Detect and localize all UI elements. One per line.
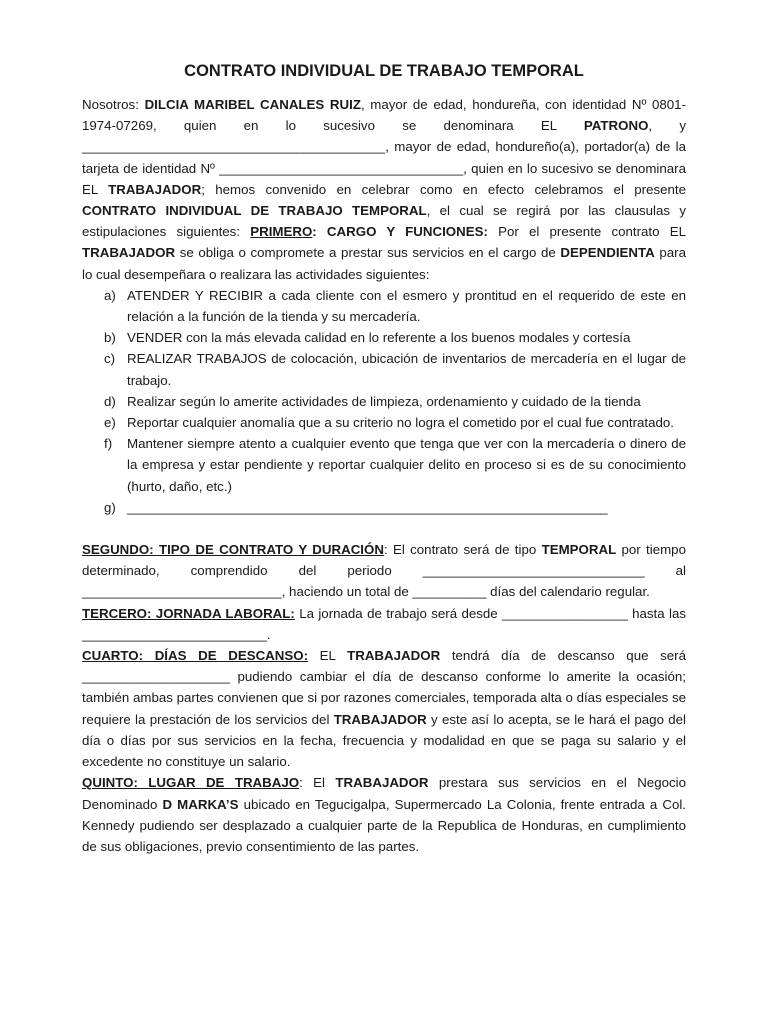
clause-text: : El	[299, 775, 336, 791]
list-item	[82, 348, 686, 390]
intro-text: , mayor de edad, hondureña, con identidad Nº 0801-1974-07269, quien en lo sucesivo se denominara EL	[82, 97, 686, 134]
worker-role: TRABAJADOR	[108, 181, 202, 197]
business-name: D MARKA’S	[162, 796, 239, 812]
clause-text: La jornada de trabajo será desde _________________ hasta las _________________________.	[82, 605, 686, 642]
employer-name: DILCIA MARIBEL CANALES RUIZ	[144, 97, 361, 112]
clause-text: EL	[308, 648, 348, 664]
spacer	[82, 518, 686, 539]
list-item	[82, 412, 686, 433]
clause-text: tendrá día de descanso que será ____________________ pudiendo cambiar el día de descanso conforme lo amerite la ocasión; también ambas partes convienen que si por razones comerciales, temporada alta o días especiales se requiere la prestación de los servicios del	[82, 648, 686, 727]
intro-text: Nosotros:	[82, 97, 145, 112]
list-item-text: ATENDER Y RECIBIR a cada cliente con el esmero y prontitud en el requerido de este en relación a la función de la tienda y su mercadería.	[127, 287, 686, 325]
intro-text: Por el presente contrato EL	[487, 224, 686, 240]
clause-text: y este así lo acepta, se le hará el pago del día o días por sus servicios en la fecha, frecuencia y modalidad en que se paga su salario y el excedente no constituye un salario.	[82, 711, 686, 770]
clause-segundo	[82, 539, 686, 603]
list-marker: d)	[104, 393, 116, 409]
intro-text: , el cual se regirá por las clausulas y estipulaciones siguientes:	[82, 203, 687, 240]
job-position: DEPENDIENTA	[560, 245, 655, 261]
list-item-text: VENDER con la más elevada calidad en lo referente a los buenos modales y cortesía	[127, 330, 631, 346]
clause-cuarto	[82, 645, 686, 772]
list-item-text: Mantener siempre atento a cualquier evento que tenga que ver con la mercadería o dinero de la empresa y estar pendiente y reportar cualquier delito en proceso si es de su conocimiento (hurto, daño, etc.)	[127, 436, 686, 494]
intro-paragraph	[82, 94, 686, 285]
list-marker: f)	[104, 436, 113, 452]
list-item	[82, 327, 686, 348]
list-marker: a)	[104, 287, 116, 303]
clause-text: ubicado en Tegucigalpa, Supermercado La Colonia, frente entrada a Col. Kennedy pudiendo ser desplazado a cualquier parte de la Republica de Honduras, en cumplimiento de sus obligaciones, previo consentimiento de las partes.	[82, 796, 686, 854]
list-item-text: Realizar según lo amerite actividades de limpieza, ordenamiento y cuidado de la tienda	[127, 393, 641, 409]
worker-role: TRABAJADOR	[335, 775, 429, 791]
clause-text: : El contrato será de tipo	[383, 542, 542, 558]
contract-type: TEMPORAL	[541, 542, 617, 558]
list-item	[82, 497, 686, 518]
clause-tercero-heading: TERCERO: JORNADA LABORAL:	[82, 605, 295, 621]
clause-text: por tiempo determinado, comprendido del periodo ______________________________ al ___________________________, haciendo un total de __________ días del calendario regular.	[82, 542, 686, 600]
list-marker: g)	[104, 499, 116, 515]
contract-name: CONTRATO INDIVIDUAL DE TRABAJO TEMPORAL	[82, 203, 427, 219]
list-item	[82, 433, 686, 497]
worker-role: TRABAJADOR	[333, 711, 427, 727]
clause-cuarto-heading: CUARTO: DÍAS DE DESCANSO:	[82, 648, 309, 664]
employer-role: PATRONO	[583, 118, 649, 134]
list-marker: b)	[104, 330, 116, 346]
intro-text: para lo cual desempeñara o realizara las actividades siguientes:	[82, 245, 686, 282]
clause-segundo-heading: SEGUNDO: TIPO DE CONTRATO Y DURACIÓN	[82, 542, 384, 558]
list-marker: c)	[104, 351, 116, 367]
list-item	[82, 285, 686, 327]
intro-text: se obliga o compromete a prestar sus servicios en el cargo de	[175, 245, 561, 261]
activities-list	[82, 285, 686, 518]
list-item-text: Reportar cualquier anomalía que a su criterio no logra el cometido por el cual fue contratado.	[127, 415, 674, 431]
worker-role: TRABAJADOR	[82, 245, 176, 261]
list-item	[82, 391, 686, 412]
intro-text: ; hemos convenido en celebrar como en efecto celebramos el presente	[201, 181, 686, 197]
clause-tercero	[82, 603, 686, 645]
intro-text: , y _________________________________________, mayor de edad, hondureño(a), portador(a) de la tarjeta de identidad Nº _________________________________, quien en lo sucesivo se denominara EL	[82, 118, 686, 197]
list-item-text: _________________________________________________________________	[127, 499, 608, 515]
clause-primero-heading: : CARGO Y FUNCIONES:	[312, 224, 488, 240]
list-marker: e)	[104, 415, 116, 431]
clause-text: prestara sus servicios en el Negocio Denominado	[82, 775, 686, 812]
contract-document	[82, 60, 686, 857]
clause-quinto	[82, 772, 686, 857]
list-item-text: REALIZAR TRABAJOS de colocación, ubicación de inventarios de mercadería en el lugar de trabajo.	[127, 351, 686, 388]
clause-primero-label: PRIMERO	[250, 224, 313, 240]
worker-role: TRABAJADOR	[347, 648, 441, 664]
document-title: CONTRATO INDIVIDUAL DE TRABAJO TEMPORAL	[184, 62, 584, 80]
clause-quinto-heading: QUINTO: LUGAR DE TRABAJO	[82, 775, 300, 791]
